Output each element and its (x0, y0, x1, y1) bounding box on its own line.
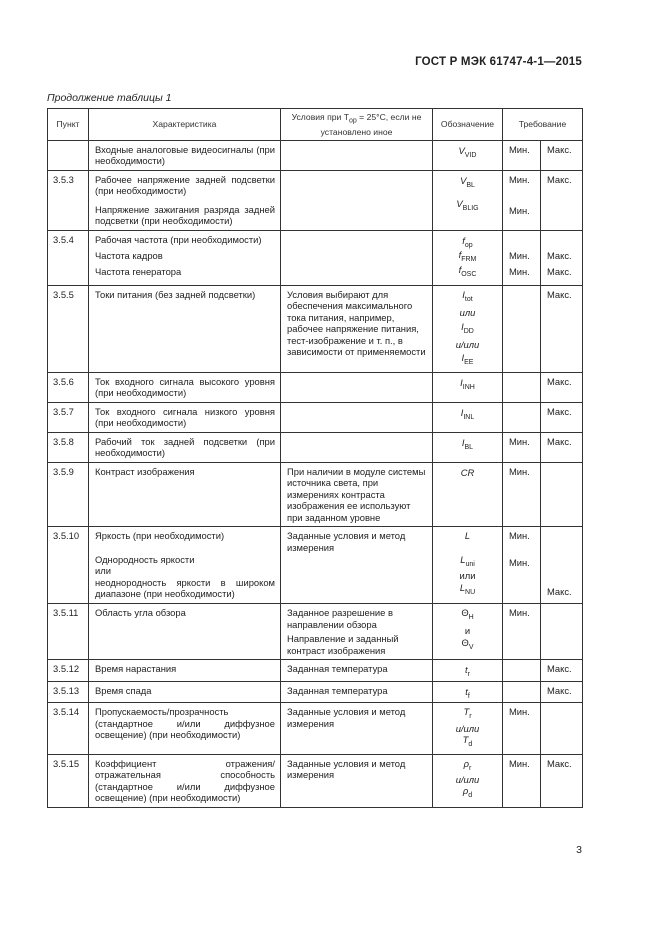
symbol-text: $V_{BL}$ (460, 174, 475, 189)
row-conditions (281, 230, 433, 285)
symbol-text: $I_{INL}$ (460, 406, 475, 421)
symbol-text: $t_f$ (465, 685, 470, 700)
row-max (541, 604, 583, 660)
row-item-number: 3.5.11 (48, 604, 89, 660)
row-symbol (433, 604, 503, 660)
row-characteristic (89, 140, 281, 170)
characteristic-text: Напряжение зажигания разряда задней подсветки (при необходимости) (95, 203, 275, 227)
row-conditions: Заданные условия и метод измерения (281, 703, 433, 754)
row-min: Мин. (503, 703, 541, 754)
symbol-text: $I_{INH}$ (460, 376, 475, 391)
table-continuation-caption: Продолжение таблицы 1 (47, 92, 172, 104)
row-min: Мин. Мин. (503, 230, 541, 285)
characteristic-text: Ток входного сигнала высокого уровня (при необходимости) (95, 375, 275, 399)
symbol-text: $\Theta_V$ (461, 637, 474, 652)
row-conditions: Заданное разрешение в направлении обзора Направление и заданный контраст изображения (281, 604, 433, 660)
symbol-text: $T_d$ (462, 734, 473, 749)
symbol-text: и/или (455, 722, 480, 734)
row-max: Макс. (541, 681, 583, 703)
symbol-text: $\rho_r$ (463, 757, 472, 772)
symbol-text: $T_r$ (463, 706, 472, 721)
row-max: Макс. (541, 402, 583, 432)
characteristic-text: Время нарастания (95, 663, 177, 675)
characteristic-text: Частота кадров (95, 249, 163, 261)
symbol-text: $V_{BLIG}$ (456, 198, 479, 213)
characteristic-text: Пропускаемость/прозрачность (стандартное и/или диффузное освещение) (при необходимости) (95, 706, 275, 741)
characteristic-text: неоднородность яркости в широком диапазоне (при необходимости) (95, 576, 275, 600)
characteristic-text: Частота генератора (95, 265, 182, 277)
symbol-text: или (459, 307, 476, 319)
row-item-number: 3.5.10 (48, 527, 89, 604)
row-max: Макс. (541, 754, 583, 807)
symbol-text: $\rho_d$ (462, 785, 473, 800)
symbol-text: $L_{uni}$ (460, 553, 475, 568)
table-row (48, 462, 583, 527)
row-min: Мин. (503, 140, 541, 170)
row-characteristic (89, 432, 281, 462)
header-symbol: Обозначение (433, 109, 503, 141)
row-item-number: 3.5.15 (48, 754, 89, 807)
table-row (48, 285, 583, 372)
symbol-text: $V_{VID}$ (458, 144, 477, 159)
row-conditions (281, 140, 433, 170)
symbol-text: CR (460, 466, 475, 478)
table-row (48, 703, 583, 754)
row-min (503, 402, 541, 432)
table-row (48, 372, 583, 402)
row-characteristic (89, 754, 281, 807)
row-max: Макс. (541, 372, 583, 402)
row-symbol (433, 681, 503, 703)
row-characteristic (89, 372, 281, 402)
row-symbol (433, 432, 503, 462)
row-item-number: 3.5.5 (48, 285, 89, 372)
characteristic-text: Токи питания (без задней подсветки) (95, 288, 256, 300)
symbol-text: $L_{NU}$ (459, 581, 476, 596)
table-row (48, 604, 583, 660)
characteristic-text: Коэффициент отражения/ отражательная способность (стандартное и/или диффузное освещение) (при необходимости) (95, 757, 275, 804)
table-header-row (48, 109, 583, 141)
row-symbol (433, 230, 503, 285)
row-max: Макс. (541, 285, 583, 372)
row-max: Макс. (541, 432, 583, 462)
document-standard-code: ГОСТ Р МЭК 61747-4-1—2015 (415, 56, 582, 68)
symbol-text: и/или (455, 773, 480, 785)
row-min: Мин. Мин. (503, 170, 541, 230)
characteristic-text: Рабочий ток задней подсветки (при необходимости) (95, 435, 275, 459)
row-max: Макс. (541, 170, 583, 230)
row-symbol (433, 527, 503, 604)
row-symbol (433, 703, 503, 754)
row-conditions (281, 372, 433, 402)
characteristic-text: Время спада (95, 684, 152, 696)
row-min: Мин. Мин. (503, 527, 541, 604)
characteristic-text: Область угла обзора (95, 607, 186, 619)
table-row (48, 754, 583, 807)
symbol-text: $I_{EE}$ (461, 352, 474, 367)
table-row (48, 681, 583, 703)
row-conditions: Условия выбирают для обеспечения максимального тока питания, например, рабочее напряжение питания, тест-изображение и т. п., в зависимости от применяемости (281, 285, 433, 372)
table-row (48, 170, 583, 230)
row-characteristic (89, 285, 281, 372)
row-conditions: Заданная температура (281, 660, 433, 682)
row-min: Мин. (503, 432, 541, 462)
row-characteristic (89, 230, 281, 285)
row-characteristic (89, 660, 281, 682)
row-item-number: 3.5.6 (48, 372, 89, 402)
row-characteristic (89, 681, 281, 703)
header-requirement: Требование (503, 109, 583, 141)
row-characteristic (89, 402, 281, 432)
symbol-text: $f_{FRM}$ (458, 249, 477, 264)
table-row (48, 432, 583, 462)
row-item-number: 3.5.4 (48, 230, 89, 285)
symbol-text: L (464, 530, 471, 542)
row-max: Макс. Макс. (541, 230, 583, 285)
row-characteristic (89, 604, 281, 660)
symbol-text: $f_{OSC}$ (458, 263, 477, 278)
row-item-number: 3.5.7 (48, 402, 89, 432)
row-symbol (433, 140, 503, 170)
row-max (541, 703, 583, 754)
row-conditions (281, 170, 433, 230)
symbol-text: $f_{op}$ (462, 234, 473, 249)
row-symbol (433, 372, 503, 402)
row-max: Макс. (541, 660, 583, 682)
row-characteristic (89, 170, 281, 230)
row-item-number: 3.5.13 (48, 681, 89, 703)
characteristic-text: Контраст изображения (95, 465, 195, 477)
characteristic-text: или (95, 565, 111, 577)
row-symbol (433, 660, 503, 682)
row-conditions: Заданные условия и метод измерения (281, 754, 433, 807)
row-item-number: 3.5.9 (48, 462, 89, 527)
symbol-text: $I_{BL}$ (461, 436, 474, 451)
characteristic-text: Ток входного сигнала низкого уровня (при необходимости) (95, 405, 275, 429)
table-row (48, 402, 583, 432)
header-conditions: Условия при $T_{op} = 25^\circ С$, если не установлено иное (281, 109, 433, 141)
page-number: 3 (576, 844, 582, 856)
row-min: Мин. (503, 754, 541, 807)
table-row (48, 140, 583, 170)
characteristic-text: Однородность яркости (95, 553, 195, 565)
characteristic-text: Рабочее напряжение задней подсветки (при необходимости) (95, 173, 275, 197)
row-conditions (281, 402, 433, 432)
header-characteristic: Характеристика (89, 109, 281, 141)
row-symbol (433, 402, 503, 432)
row-item-number: 3.5.8 (48, 432, 89, 462)
row-symbol (433, 285, 503, 372)
row-item-number (48, 140, 89, 170)
row-conditions: Заданная температура (281, 681, 433, 703)
row-min: Мин. (503, 462, 541, 527)
symbol-text: и/или (455, 338, 480, 350)
row-characteristic (89, 703, 281, 754)
row-conditions: Заданные условия и метод измерения (281, 527, 433, 604)
characteristic-text: Рабочая частота (при необходимости) (95, 233, 262, 245)
symbol-text: $\Theta_H$ (461, 607, 474, 622)
table-row (48, 230, 583, 285)
row-min (503, 285, 541, 372)
row-item-number: 3.5.12 (48, 660, 89, 682)
row-min: Мин. (503, 604, 541, 660)
row-symbol (433, 462, 503, 527)
row-characteristic (89, 527, 281, 604)
characteristic-text: Яркость (при необходимости) (95, 530, 225, 542)
row-min (503, 681, 541, 703)
header-item: Пункт (48, 109, 89, 141)
row-min (503, 372, 541, 402)
row-max (541, 462, 583, 527)
symbol-text: $t_r$ (465, 664, 470, 679)
row-conditions: При наличии в модуле системы источника света, при измерениях контраста изображения ее используют при заданном уровне (281, 462, 433, 527)
row-min (503, 660, 541, 682)
row-item-number: 3.5.14 (48, 703, 89, 754)
symbol-text: $I_{tot}$ (462, 288, 473, 303)
row-symbol (433, 754, 503, 807)
table-row (48, 527, 583, 604)
table-row (48, 660, 583, 682)
row-max: Макс. (541, 527, 583, 604)
symbol-text: или (459, 570, 476, 582)
characteristic-text: Входные аналоговые видеосигналы (при необходимости) (95, 143, 275, 167)
symbol-text: и (464, 624, 471, 636)
row-characteristic (89, 462, 281, 527)
symbol-text: $I_{DD}$ (461, 320, 474, 335)
row-symbol (433, 170, 503, 230)
row-conditions (281, 432, 433, 462)
characteristics-table (47, 108, 583, 808)
row-max: Макс. (541, 140, 583, 170)
row-item-number: 3.5.3 (48, 170, 89, 230)
